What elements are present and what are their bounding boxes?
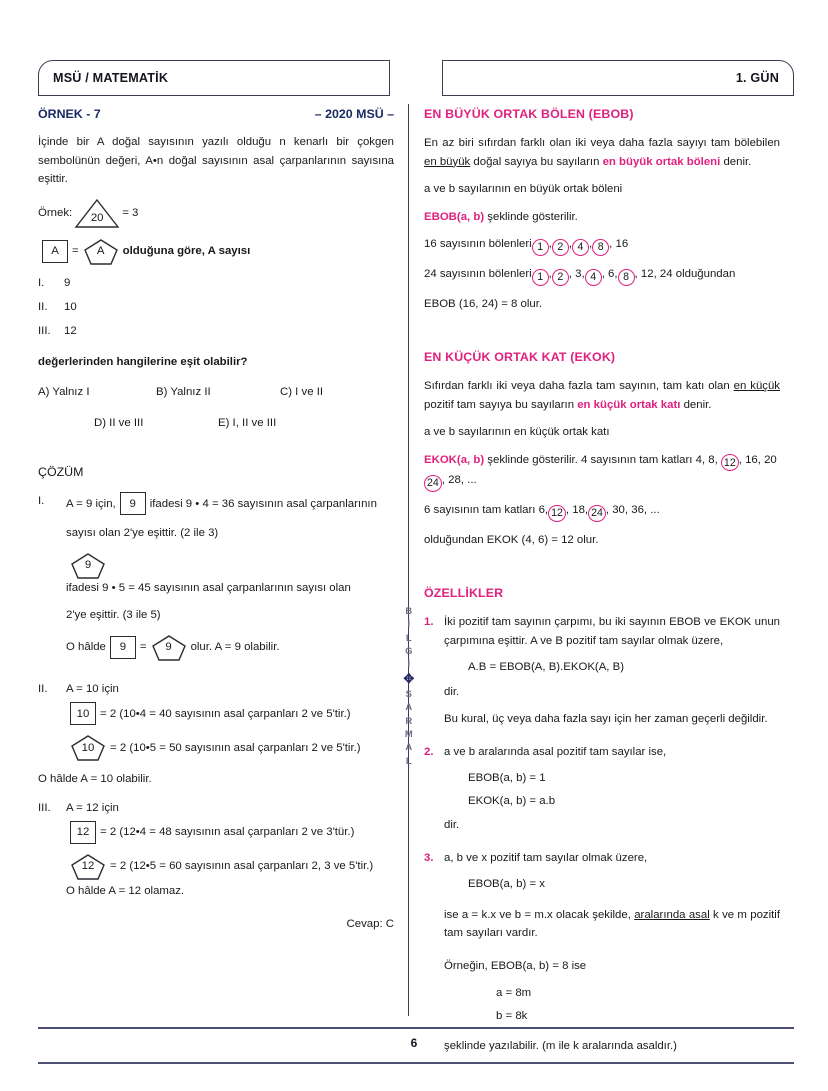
footer-rule-bottom bbox=[38, 1062, 794, 1064]
answer-choices-row-1 bbox=[38, 383, 394, 401]
case-1-line3-tail: ifadesi 9 • 5 = 45 sayısının asal çarpanlarının sayısı olan bbox=[66, 581, 351, 594]
case-2-box-tail: = 2 (10•4 = 40 sayısının asal çarpanları 2 ve 5'tir.) bbox=[100, 707, 351, 720]
property-3-example-a: a = 8m bbox=[496, 987, 532, 1000]
circled-divisor: 4 bbox=[585, 269, 602, 286]
option-marker: II. bbox=[38, 300, 48, 313]
option-value: 9 bbox=[64, 276, 71, 289]
property-3-note bbox=[444, 906, 780, 943]
case-1-conclusion-prefix: O hâlde bbox=[66, 641, 106, 654]
case-1-conclusion-pentagon-value: 9 bbox=[165, 641, 172, 654]
example-symbol-line bbox=[38, 198, 394, 229]
property-1-after: dir. bbox=[444, 685, 460, 698]
ebob-notation: EBOB(a, b) bbox=[424, 210, 485, 223]
property-3-number: 3. bbox=[424, 851, 434, 864]
plain-divisor: 12 bbox=[640, 267, 654, 280]
case-3-boxed-symbol bbox=[70, 821, 96, 844]
ekok-multiples-6-line: 6 sayısının tam katları 6, 12 , 18, 24 , 30, 36, ... bbox=[424, 501, 780, 522]
example-header-row bbox=[38, 104, 394, 124]
property-1-text: İki pozitif tam sayının çarpımı, bu iki sayının EBOB ve EKOK unun çarpımına eşittir. A ve B pozitif tam sayılar olmak üzere, bbox=[444, 616, 780, 647]
case-3-pentagon-symbol bbox=[70, 853, 106, 880]
header-day-label: 1. GÜN bbox=[735, 71, 779, 85]
solution-case-3 bbox=[38, 799, 394, 817]
property-3-note-part1: ise a = k.x ve b = m.x olacak şekilde, bbox=[444, 908, 635, 921]
case-2-pentagon-tail: = 2 (10•5 = 50 sayısının asal çarpanları 2 ve 5'tir.) bbox=[110, 741, 361, 754]
example-intro-text: İçinde bir A doğal sayısının yazılı olduğu n kenarlı bir çokgen sembolünün değeri, A•n doğal sayısının asal çarpanlarının sayısına eşittir. bbox=[38, 136, 394, 186]
example-prefix-label: Örnek: bbox=[38, 206, 73, 219]
header-subject-label: MSÜ / MATEMATİK bbox=[53, 71, 169, 85]
plain-divisor: 3 bbox=[575, 267, 582, 280]
ebob-ab-line: a ve b sayılarının en büyük ortak böleni bbox=[424, 183, 623, 196]
ekok-def-part2: pozitif tam sayıya bu sayıların bbox=[424, 398, 578, 411]
property-1-number: 1. bbox=[424, 616, 434, 629]
case-3-boxed-value: 12 bbox=[76, 826, 90, 839]
boxed-A-symbol bbox=[42, 240, 68, 263]
circled-divisor: 2 bbox=[552, 239, 569, 256]
footer-rule-top bbox=[38, 1027, 794, 1029]
answer-label: Cevap: C bbox=[346, 917, 394, 930]
ebob-notation-tail: şeklinde gösterilir. bbox=[484, 210, 578, 223]
triangle-symbol bbox=[74, 198, 120, 229]
ebob-result: EBOB (16, 24) = 8 olur. bbox=[424, 297, 543, 310]
triangle-value: 20 bbox=[90, 212, 104, 225]
ebob-def-part2: doğal sayıya bu sayıların bbox=[470, 155, 603, 168]
page-number: 6 bbox=[410, 1036, 418, 1050]
case-3-conclusion: O hâlde A = 12 olamaz. bbox=[66, 885, 185, 898]
case-3-pentagon-line bbox=[66, 853, 394, 880]
circled-divisor: 8 bbox=[592, 239, 609, 256]
right-column bbox=[424, 104, 780, 1064]
watermark-bottom-text: S A R M A L bbox=[404, 688, 414, 766]
plain-multiple: 28 bbox=[448, 474, 461, 487]
case-2-boxed-symbol bbox=[70, 702, 96, 725]
circled-divisor: 2 bbox=[552, 269, 569, 286]
plain-multiple: 36 bbox=[631, 504, 644, 517]
given-equals-label: = bbox=[72, 244, 79, 257]
publisher-logo-icon: ✥ bbox=[403, 670, 415, 686]
option-item bbox=[38, 322, 394, 340]
property-item-1 bbox=[424, 613, 780, 650]
property-3-example-b: b = 8k bbox=[496, 1009, 528, 1022]
plain-multiple: 18 bbox=[572, 504, 585, 517]
pentagon-A-symbol bbox=[83, 238, 119, 265]
property-3-example-tail: şeklinde yazılabilir. (m ile k aralarında asaldır.) bbox=[444, 1039, 677, 1052]
ekok-def-part3: denir. bbox=[680, 398, 712, 411]
case-1-conclusion-box-value: 9 bbox=[119, 641, 127, 654]
case-1-pentagon-symbol bbox=[70, 552, 106, 579]
ebob-title: EN BÜYÜK ORTAK BÖLEN (EBOB) bbox=[424, 107, 634, 121]
ekok-def-part1: Sıfırdan farklı iki veya daha fazla tam sayının, tam katı olan bbox=[424, 380, 734, 393]
property-2-after: dir. bbox=[444, 819, 460, 832]
answer-choice-c[interactable]: C) I ve II bbox=[280, 386, 324, 399]
given-condition-line bbox=[38, 238, 394, 265]
plain-multiple: ... bbox=[650, 504, 660, 517]
ekok-result: olduğundan EKOK (4, 6) = 12 olur. bbox=[424, 533, 599, 546]
boxed-A-value: A bbox=[51, 244, 59, 257]
property-item-2 bbox=[424, 743, 780, 761]
case-2-pentagon-symbol bbox=[70, 734, 106, 761]
property-2-text: a ve b aralarında asal pozitif tam sayılar ise, bbox=[444, 745, 667, 758]
property-3-text: a, b ve x pozitif tam sayılar olmak üzere, bbox=[444, 851, 648, 864]
case-1-marker: I. bbox=[38, 495, 45, 508]
solution-title: ÇÖZÜM bbox=[38, 465, 84, 480]
option-item bbox=[38, 298, 394, 316]
ebob-divisors-16-tail: , 16 bbox=[609, 237, 629, 250]
pentagon-A-value: A bbox=[96, 244, 105, 257]
circled-divisor: 1 bbox=[532, 239, 549, 256]
header-day-box bbox=[442, 60, 794, 96]
case-3-box-tail: = 2 (12•4 = 48 sayısının asal çarpanları 2 ve 3'tür.) bbox=[100, 826, 355, 839]
ebob-divisors-24-prefix: 24 sayısının bölenleri bbox=[424, 267, 532, 280]
circled-multiple: 24 bbox=[424, 475, 442, 492]
answer-choices-row-2 bbox=[38, 414, 394, 432]
example-source-label: – 2020 MSÜ – bbox=[314, 107, 394, 121]
publisher-watermark bbox=[396, 604, 422, 767]
case-2-marker: II. bbox=[38, 682, 48, 695]
solution-case-1 bbox=[38, 492, 394, 669]
circled-multiple: 24 bbox=[588, 505, 606, 522]
case-1-pentagon-value: 9 bbox=[84, 559, 92, 572]
example-label: ÖRNEK - 7 bbox=[38, 107, 101, 121]
answer-choice-d[interactable]: D) II ve III bbox=[94, 416, 144, 429]
property-2-number: 2. bbox=[424, 745, 434, 758]
option-value: 10 bbox=[64, 300, 77, 313]
property-2-formula-2: EKOK(a, b) = a.b bbox=[468, 794, 556, 807]
ebob-definition bbox=[424, 134, 780, 171]
plain-multiple: 30 bbox=[612, 504, 625, 517]
case-1-conclusion-tail: olur. A = 9 olabilir. bbox=[190, 641, 280, 654]
ekok-notation: EKOK(a, b) bbox=[424, 453, 485, 466]
property-1-note: Bu kural, üç veya daha fazla sayı için her zaman geçerli değildir. bbox=[444, 713, 768, 726]
ekok-title: EN KÜÇÜK ORTAK KAT (EKOK) bbox=[424, 350, 616, 365]
property-2-formula-1: EBOB(a, b) = 1 bbox=[468, 772, 546, 785]
ebob-divisors-24-tail: olduğundan bbox=[675, 267, 736, 280]
case-3-pentagon-value: 12 bbox=[81, 860, 95, 873]
case-1-lead: A = 9 için, bbox=[66, 497, 116, 510]
header-subject-box bbox=[38, 60, 390, 96]
solution-case-2 bbox=[38, 680, 394, 698]
case-1-line2: sayısı olan 2'ye eşittir. (2 ile 3) bbox=[66, 527, 219, 540]
question-prompt: değerlerinden hangilerine eşit olabilir? bbox=[38, 355, 248, 368]
circled-multiple: 12 bbox=[721, 454, 739, 471]
ebob-def-highlight: en büyük ortak böleni bbox=[602, 155, 721, 168]
property-3-formula: EBOB(a, b) = x bbox=[468, 878, 545, 891]
ekok-ab-line: a ve b sayılarının en küçük ortak katı bbox=[424, 426, 610, 439]
ekok-notation-tail: şeklinde gösterilir. 4 sayısının tam katları 4, 8, bbox=[484, 453, 718, 466]
circled-divisor: 8 bbox=[618, 269, 635, 286]
property-3-note-underline: aralarında asal bbox=[634, 908, 710, 921]
ekok-notation-line: EKOK(a, b) şeklinde gösterilir. 4 sayısının tam katları 4, 8, 12 , 16, 2024 , 28, ... bbox=[424, 451, 780, 493]
page-header bbox=[38, 60, 794, 96]
plain-multiple: ... bbox=[467, 474, 477, 487]
case-1-line1-tail: ifadesi 9 • 4 = 36 sayısının asal çarpanlarının bbox=[149, 497, 377, 510]
given-tail-label: olduğuna göre, A sayısı bbox=[122, 244, 251, 257]
property-item-3 bbox=[424, 849, 780, 867]
example-equals-label: = 3 bbox=[122, 206, 139, 219]
watermark-top-text: B İ L G İ bbox=[405, 605, 413, 670]
case-1-conclusion-box bbox=[110, 636, 136, 659]
case-3-marker: III. bbox=[38, 801, 51, 814]
ebob-def-underline: en büyük bbox=[424, 155, 471, 168]
answer-choice-e[interactable]: E) I, II ve III bbox=[218, 416, 277, 429]
column-divider bbox=[408, 104, 409, 1016]
property-1-formula: A.B = EBOB(A, B).EKOK(A, B) bbox=[468, 661, 625, 674]
circled-divisor: 1 bbox=[532, 269, 549, 286]
case-1-conclusion-equals: = bbox=[139, 641, 147, 654]
case-2-boxed-value: 10 bbox=[76, 707, 90, 720]
plain-multiple: 16 bbox=[745, 453, 758, 466]
ebob-divisors-16-prefix: 16 sayısının bölenleri bbox=[424, 237, 532, 250]
case-1-boxed-symbol bbox=[120, 492, 146, 515]
option-value: 12 bbox=[64, 325, 77, 338]
ebob-notation-line bbox=[424, 208, 780, 226]
option-marker: III. bbox=[38, 325, 51, 338]
case-2-lead: A = 10 için bbox=[66, 682, 119, 695]
ekok-def-highlight: en küçük ortak katı bbox=[577, 398, 681, 411]
property-3-note-part2: k ve m pozitif tam sayıları vardır. bbox=[444, 908, 780, 940]
ebob-def-part3: denir. bbox=[720, 155, 752, 168]
ekok-multiples-6-prefix: 6 sayısının tam katları 6, bbox=[424, 504, 549, 517]
case-3-box-line bbox=[66, 821, 394, 844]
case-2-pentagon-value: 10 bbox=[81, 741, 95, 754]
ekok-def-underline: en küçük bbox=[733, 380, 780, 393]
circled-divisor: 4 bbox=[572, 239, 589, 256]
case-3-lead: A = 12 için bbox=[66, 801, 119, 814]
ebob-divisors-24-line: 24 sayısının bölenleri 1 , 2 , 3, 4 , 6, 8 , 12, 24 olduğundan bbox=[424, 265, 780, 286]
plain-divisor: 24 bbox=[659, 267, 673, 280]
option-item bbox=[38, 274, 394, 292]
option-marker: I. bbox=[38, 276, 45, 289]
circled-multiple: 12 bbox=[548, 505, 566, 522]
ekok-definition bbox=[424, 377, 780, 414]
case-1-boxed-value: 9 bbox=[129, 497, 136, 510]
case-2-pentagon-line bbox=[66, 734, 394, 761]
property-3-example-lead: Örneğin, EBOB(a, b) = 8 ise bbox=[444, 959, 587, 972]
case-2-box-line bbox=[66, 702, 394, 725]
answer-choice-b[interactable]: B) Yalnız II bbox=[156, 386, 211, 399]
left-column bbox=[38, 104, 394, 933]
plain-divisor: 6 bbox=[608, 267, 615, 280]
case-1-conclusion-pentagon bbox=[151, 634, 187, 661]
ebob-def-part1: En az biri sıfırdan farklı olan iki veya daha fazla sayıyı tam bölebilen bbox=[424, 137, 780, 150]
case-2-conclusion: O hâlde A = 10 olabilir. bbox=[38, 773, 152, 786]
ebob-divisors-16-line: 16 sayısının bölenleri 1 , 2 , 4 , 8 , 16 bbox=[424, 235, 780, 256]
plain-multiple: 20 bbox=[764, 453, 777, 466]
case-1-line4: 2'ye eşittir. (3 ile 5) bbox=[66, 609, 161, 622]
properties-title: ÖZELLİKLER bbox=[424, 586, 504, 601]
case-3-pentagon-tail: = 2 (12•5 = 60 sayısının asal çarpanları 2, 3 ve 5'tir.) bbox=[110, 860, 374, 873]
answer-choice-a[interactable]: A) Yalnız I bbox=[38, 386, 90, 399]
